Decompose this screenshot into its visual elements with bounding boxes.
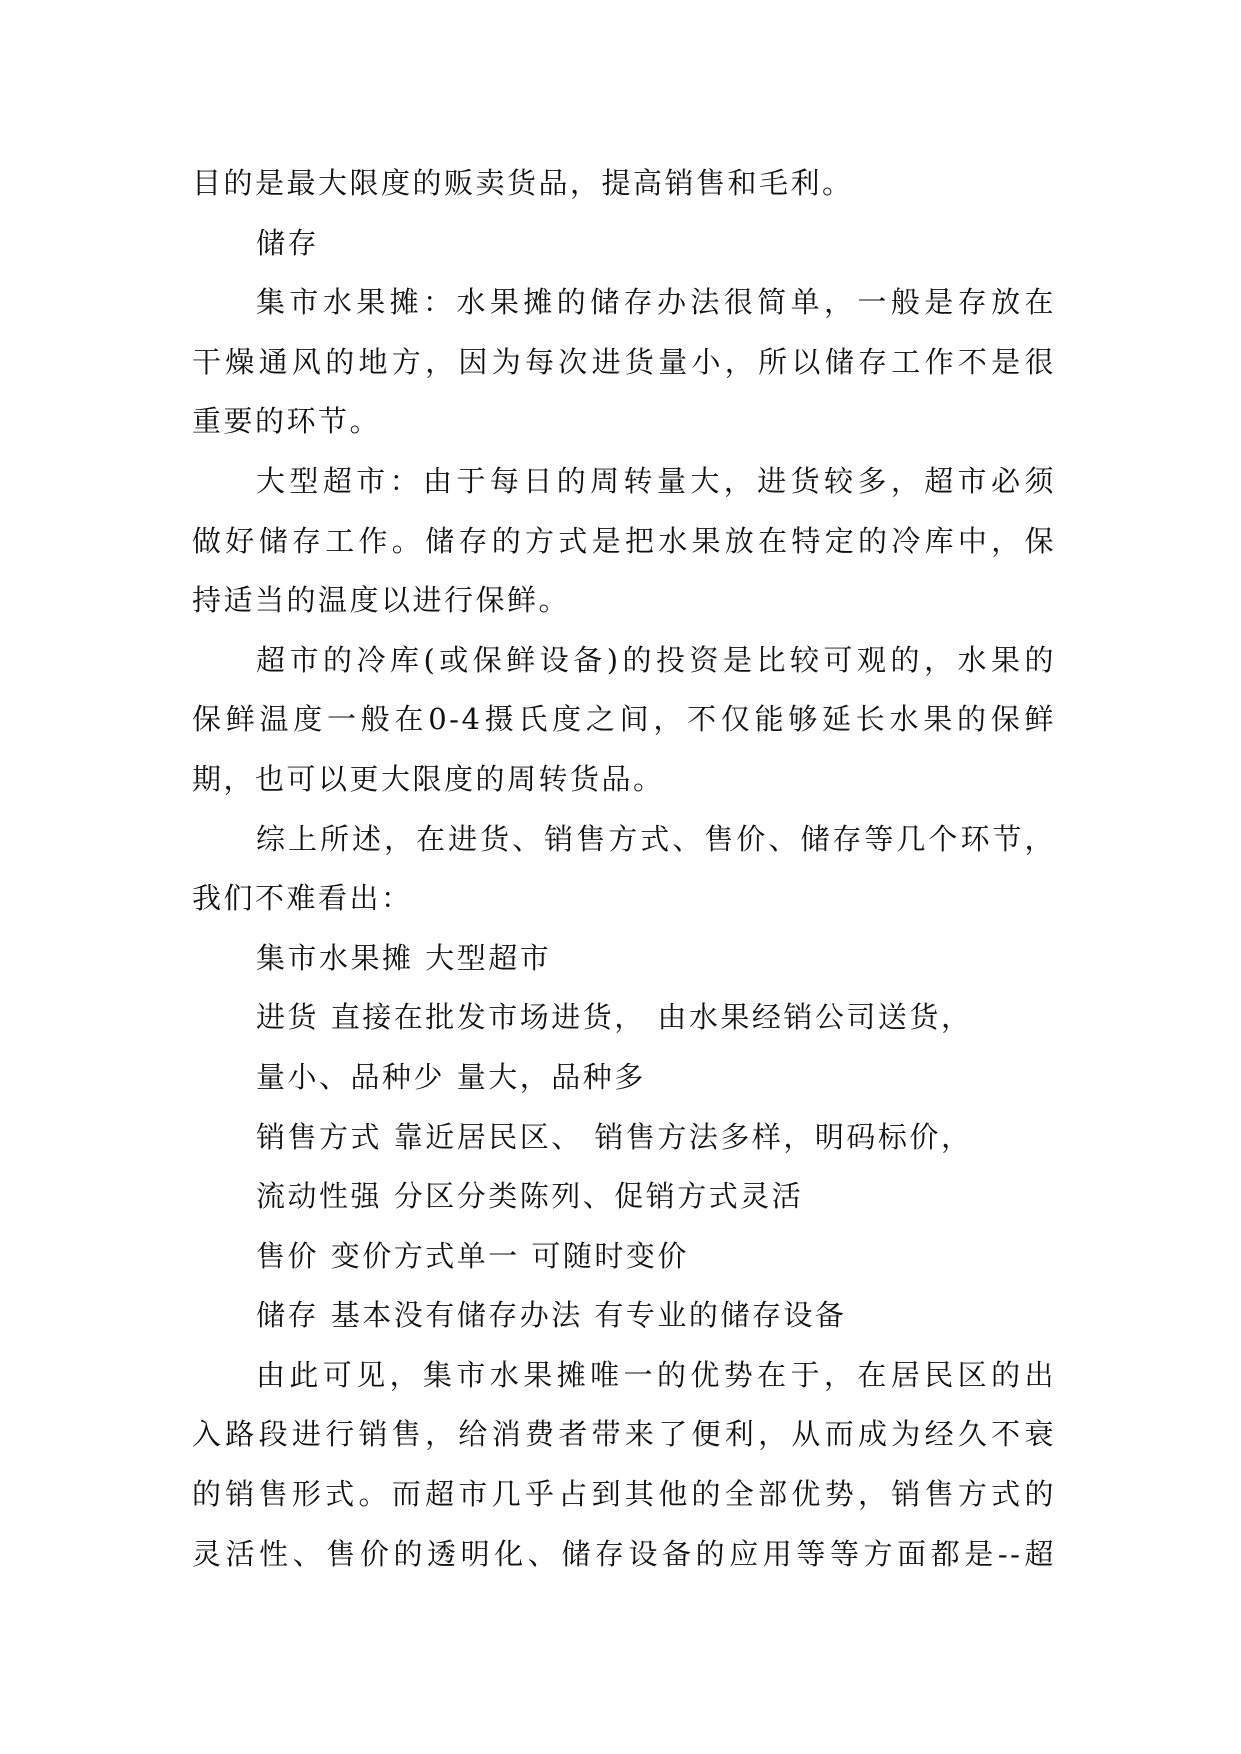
text-line: 综上所述，在进货、销售方式、售价、储存等几个环节， [256,821,1056,856]
text-line: 目的是最大限度的贩卖货品，提高销售和毛利。 [192,166,854,200]
table-row: 进货 直接在批发市场进货， 由水果经销公司送货， [256,1000,973,1035]
table-row: 销售方式 靠近居民区、 销售方法多样，明码标价， [256,1119,973,1154]
table-row: 量小、品种少 量大，品种多 [256,1059,646,1094]
text-line: 保鲜温度一般在0-4摄氏度之间，不仅能够延长水果的保鲜 [192,702,1056,737]
text-line: 做好储存工作。储存的方式是把水果放在特定的冷库中，保 [192,523,1056,558]
text-line: 干燥通风的地方，因为每次进货量小，所以储存工作不是很 [192,344,1056,379]
table-row: 售价 变价方式单一 可随时变价 [256,1238,689,1273]
table-row: 储存 基本没有储存办法 有专业的储存设备 [256,1298,847,1333]
text-line: 期，也可以更大限度的周转货品。 [192,761,665,796]
document-body [192,154,1056,1584]
text-line: 大型超市：由于每日的周转量大，进货较多，超市必须 [256,463,1056,498]
text-line: 持适当的温度以进行保鲜。 [192,583,571,618]
text-line: 集市水果摊：水果摊的储存办法很简单，一般是存放在 [256,285,1056,320]
text-line: 我们不难看出： [192,881,413,916]
table-row: 流动性强 分区分类陈列、促销方式灵活 [256,1179,804,1214]
section-heading: 储存 [256,225,320,260]
text-line: 重要的环节。 [192,404,382,439]
text-line: 灵活性、售价的透明化、储存设备的应用等等方面都是--超 [192,1536,1056,1571]
text-line: 的销售形式。而超市几乎占到其他的全部优势，销售方式的 [192,1477,1056,1512]
text-line: 由此可见，集市水果摊唯一的优势在于，在居民区的出 [256,1357,1056,1392]
text-line: 超市的冷库(或保鲜设备)的投资是比较可观的，水果的 [256,642,1056,677]
table-row: 集市水果摊 大型超市 [256,940,552,975]
text-line: 入路段进行销售，给消费者带来了便利，从而成为经久不衰 [192,1417,1056,1452]
